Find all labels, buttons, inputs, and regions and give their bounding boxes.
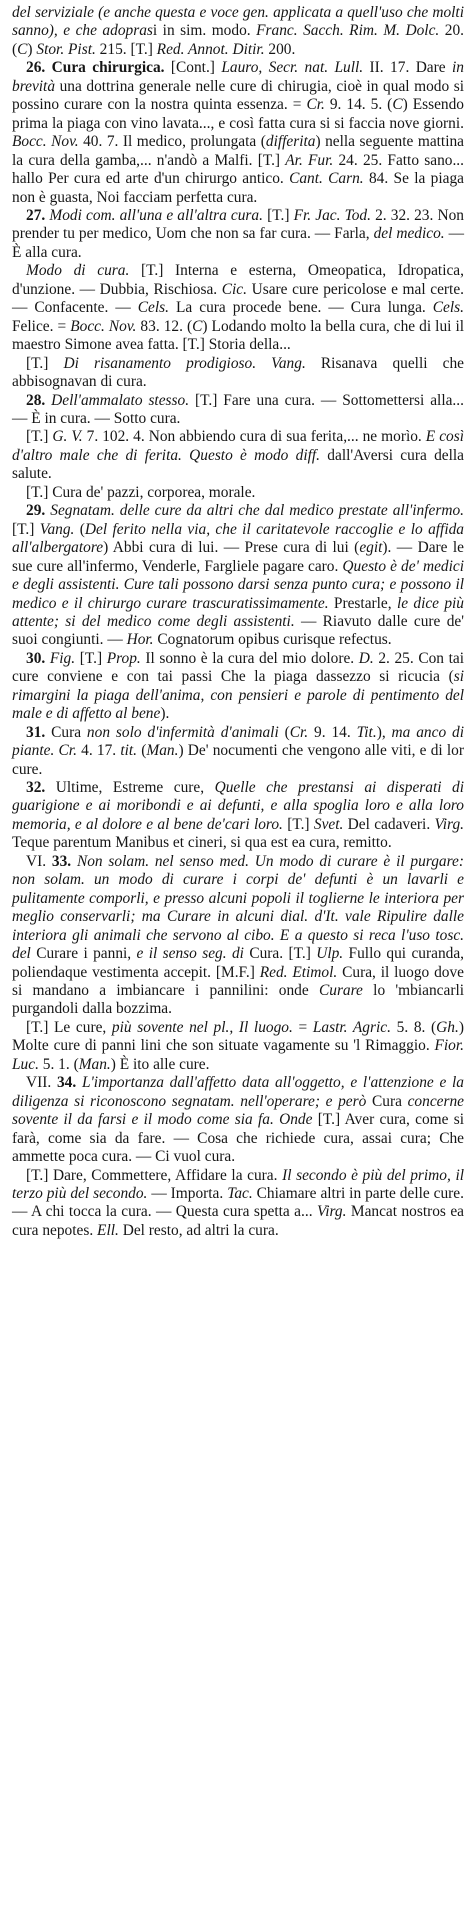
entry-text: Cura [366,1092,408,1110]
italic-text: Cic. [221,280,247,298]
entry-text: Cura, il luogo dove si mandano a imbiancare i pannilini: onde [12,963,464,1000]
italic-text: Il secondo è più del primo, il terzo più del secondo. [12,1166,464,1202]
entry-text: 9. 14. 5. ( [324,96,393,114]
entry-text: ). — Dare le sue cure all'infermo, Venderle, Fargliele pagare caro. [12,539,464,575]
entry-text: Chiamare altri in parte delle cure. — A chi tocca la cura. — Questa cura spetta a... [12,1185,464,1221]
entry-number: 28. [26,391,46,409]
entry-paragraph [12,502,464,650]
italic-text: in brevità [12,59,464,95]
italic-text: Ar. Fur. [285,151,334,169]
italic-text: Fig. [49,649,76,667]
italic-text: Fr. Jac. Tod. [293,206,371,224]
entry-text: dall'Aversi cura della salute. [12,446,464,483]
entry-number: 33. [51,852,72,870]
italic-text: Gh. [436,1018,459,1036]
italic-text: Di risanamento prodigioso. Vang. [63,354,306,372]
italic-text: concerne sovente il da farsi e il modo come sia fa. Onde [12,1092,464,1129]
entry-text: 5. 1. ( [38,1055,79,1073]
italic-text: differita [265,133,316,151]
italic-text: Modi com. all'una e all'altra cura. [49,206,263,224]
entry-text: [T.] Cura de' pazzi, corporea, morale. [26,483,256,501]
entry-text: Cura [45,723,87,741]
italic-text: Lauro, Secr. nat. Lull. [221,59,364,77]
entry-text: 5. 8. ( [390,1018,437,1036]
italic-text: Cant. Carn. [289,170,364,188]
entry-text: Usare cure pericolose e mal certe. — Confacente. — [12,280,464,317]
italic-text: tit. [120,742,138,760]
italic-text: Ulp. [316,945,344,963]
italic-text: Cr. [289,723,309,741]
entry-text: Cognatorum opibus curisque refectus. [153,631,392,649]
entry-text: ) Abbi cura di lui. — Prese cura di lui ( [103,539,360,557]
entry-number: 27. [26,206,46,224]
italic-text: del medico. [373,225,445,243]
entry-text: una dottrina generale nelle cure di chirugia, cioè in qual modo si possino curare con la nostra quinta essenza. = [12,77,464,114]
entry-text: Del resto, ad altri la cura. [118,1221,279,1239]
entry-text: 20. ( [12,22,464,58]
entry-text: [T.] Interna e esterna, Omeopatica, Idropatica, d'unzione. — Dubbia, Rischiosa. [12,262,464,298]
italic-text: del serviziale (e anche questa e voce gen. applicata a quell'uso che molti sanno), e che adopras [12,4,464,40]
entry-text: — Importa. [147,1185,228,1202]
italic-text: Hor. [126,631,154,649]
italic-text: e il senso seg. di [136,945,244,963]
entry-text: [T.] [262,206,294,224]
italic-text: Bocc. Nov. [70,317,137,335]
entry-text: Risanava quelli che abbisognavan di cura. [12,354,464,391]
italic-text: Dell'ammalato stesso. [51,391,190,409]
entry-number: 32. [26,779,46,797]
entry-text: 24. 25. Fatto sano... hallo Per cura ed arte d'un chirurgo antico. [12,151,465,188]
entry-text: 2. 25. Con tai cure conviene e con tai passi Che la piaga dassezzo si ricucia ( [12,649,464,686]
entry-text: [T.] [26,354,64,372]
entry-paragraph [12,4,464,59]
italic-text: Red. Etimol. [259,963,338,981]
entry-text: 7. 102. 4. Non abbiendo cura di sua ferita,... ne morìo. [82,428,426,446]
entry-text: ) [27,40,37,58]
entry-text: — Riavuto dalle cure de' suoi congiunti. — [12,612,464,649]
entry-number: 29. [26,502,46,520]
entry-text: Fullo qui curanda, poliendaque vestimenta accepit. [M.F.] [12,945,465,981]
entry-paragraph [12,262,464,354]
italic-text: Svet. [313,815,344,833]
italic-text: Lastr. Agric. [312,1018,391,1036]
italic-text: C [392,96,403,114]
entry-paragraph [12,724,464,779]
italic-text: D. [358,649,374,667]
entry-text: ( [137,742,147,760]
italic-text: Non solam. nel senso med. Un modo di curare è il purgare: non solam. un modo di curare i corpi de' defunti è un lavarli e pulitamente comporli, e presso alcuni popoli il toglierne le interiora per meglio conservarli; ma Curare in alcuni dial. d'It. vale Ripulire dalle interiora gli animali che servono al cibo. E a questo si reca l'uso tosc. del [12,852,464,963]
entry-text: [Cont.] [164,59,222,77]
italic-text: Man. [146,742,179,760]
entry-number: 30. [26,649,46,667]
entry-text: ) Lodando molto la bella cura, che di lui il maestro Simone avea fatta. [T.] Storia della... [12,317,465,354]
entry-text: 84. Se la piaga non è guasta, Noi facciam perfetta cura. [12,170,464,206]
italic-text: Segnatam. delle cure da altri che dal medico prestate all'infermo. [50,502,464,520]
entry-text: Del cadaveri. [343,815,435,833]
entry-paragraph [12,650,464,724]
entry-text: [T.] [75,649,107,667]
entry-text: 2. 32. 23. Non prender tu per medico, Uom che non sa far cura. — Farla, [12,206,464,243]
italic-text: egit [359,539,383,557]
entry-text: ) nella seguente mattina la cura della gamba,... n'andò a Malfi. [T.] [12,133,464,169]
entry-text: Mancat nostros ea cura nepotes. [12,1203,464,1239]
italic-text: Quelle che prestansi ai disperati di guarigione e ai moribondi e ai defunti, e alla spoglia loro e alla loro memoria, e al dolore e al bene de'cari loro. [12,779,464,833]
entry-number: 34. [56,1074,77,1092]
entry-text: Felice. = [12,317,71,335]
italic-text: Questo è de' medici e degli assistenti. Cure tali possono darsi senza punto cura; e possono il medico e il chirurgo curare trascuratissimamente. [12,557,464,612]
italic-text: le dice più attente; si del medico come degli assistenti. [12,594,464,630]
italic-text: più sovente nel pl., Il luogo. [111,1018,293,1036]
entry-text: Prestarle, [328,594,397,612]
entry-text: [T.] [26,428,53,446]
entry-paragraph [12,484,464,502]
entry-text: [T.] [282,815,314,833]
entry-paragraph [12,207,464,262]
entry-text: ) Molte cure di panni lini che son situate vagamente su 'l Rimaggio. [12,1018,464,1055]
entry-paragraph [12,428,464,483]
entry-text: ( [74,520,85,538]
italic-text: Tac. [227,1185,253,1202]
entry-text: [T.] Dare, Commettere, Affidare la cura. [26,1166,283,1184]
entry-text: 40. 7. Il medico, prolungata ( [78,133,266,151]
italic-text: Modo di cura. [26,262,130,280]
italic-text: Franc. Sacch. Rim. M. Dolc. [256,22,440,40]
italic-text: Cels. [137,299,169,317]
entry-text: Il sonno è la cura del mio dolore. [140,649,359,667]
italic-text: Stor. Pist. [36,40,96,58]
italic-text: Fior. Luc. [12,1037,464,1073]
italic-text: Virg. [434,815,464,833]
italic-text: C [17,40,28,58]
entry-paragraph [12,779,464,853]
entry-text: Curare i panni, [30,945,137,963]
entry-paragraph [12,355,464,392]
entry-text: = [292,1018,313,1036]
entry-text: ) Essendo prima la piaga con vino lavata..., e così fatta cura si si faccia nove giorni. [12,96,465,132]
italic-text: G. V. [52,428,83,446]
entry-text: i in sim. modo. [152,22,257,40]
entry-text: 200. [264,40,296,58]
italic-text: C [192,317,203,335]
entry-paragraph [12,853,464,1019]
italic-text: Virg. [316,1203,347,1221]
entry-number: 31. [26,723,46,741]
entry-paragraph [12,1167,464,1241]
italic-text: E così d'altro male che di ferita. Questo è modo diff. [12,428,464,464]
entry-text: VI. [26,852,52,870]
entry-text: 4. 17. [76,742,121,760]
entry-text: [T.] Le cure, [26,1018,112,1036]
entry-paragraph [12,392,464,429]
entry-text: ) È ito alle cure. [110,1055,210,1073]
italic-text: Curare [318,982,363,1000]
italic-text: Cr. [306,96,325,114]
italic-text: Tit. [356,723,377,741]
entry-text: 9. 14. [308,723,357,741]
entry-text: ( [278,723,290,741]
entry-text: VII. [26,1074,57,1092]
italic-text: non solo d'infermità d'animali [86,723,279,741]
entry-paragraph [12,59,464,207]
italic-text: Del ferito nella via, che il caritatevole raccoglie e lo affida all'albergatore [12,520,464,557]
italic-text: Bocc. Nov. [12,133,79,151]
entry-text: Ultime, Estreme cure, [45,779,215,797]
entry-text: Teque parentum Manibus et cineri, si qua est ea cura, remitto. [12,834,392,852]
entry-text: 215. [T.] [95,40,157,58]
entry-text: — È alla cura. [12,225,464,261]
entry-text: La cura procede bene. — Cura lunga. [168,299,433,317]
italic-text: Cels. [432,299,465,317]
entry-text: [T.] Aver cura, come si farà, come sia da fare. — Cosa che richiede cura, assai cura; Che ammette poca cura. — Ci vuol cura. [12,1111,465,1166]
italic-text: L'importanza dall'affetto data all'oggetto, e l'attenzione e la diligenza si riconoscono segnatam. nell'operare; e però [12,1074,465,1110]
entry-paragraph [12,1074,464,1166]
entry-number: 26. Cura chirurgica. [26,59,165,77]
entry-text: Cura. [T.] [243,945,317,963]
entry-text: [T.] [12,520,40,538]
entry-text: lo 'mbiancarli purgandoli dalla bozzima. [12,982,464,1018]
entry-text: [T.] Fare una cura. — Sottomettersi alla... — È in cura. — Sotto cura. [12,391,464,427]
italic-text: ma anco di piante. Cr. [12,723,464,760]
entry-text: ) De' nocumenti che vengono alle viti, e di lor cure. [12,742,465,778]
entry-text: 83. 12. ( [136,317,193,335]
italic-text: Prop. [106,649,141,667]
entry-text: ). [160,705,170,723]
entry-text: II. 17. Dare [363,59,453,77]
italic-text: si rimargini la piaga dell'anima, con pensieri e parole di pentimento del male e di affetto al bene [12,668,464,723]
italic-text: Man. [78,1055,111,1073]
italic-text: Ell. [97,1221,119,1239]
entry-paragraph [12,1019,464,1074]
entry-text: ), [376,723,392,741]
italic-text: Red. Annot. Ditir. [156,40,265,58]
italic-text: Vang. [39,520,75,538]
